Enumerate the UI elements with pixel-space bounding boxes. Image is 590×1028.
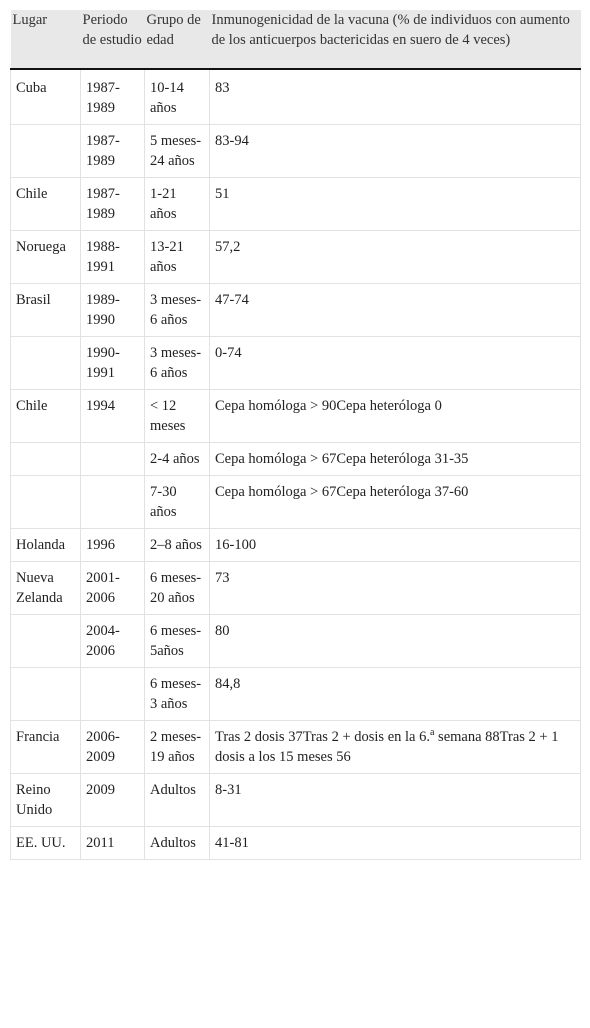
cell-lugar: [11, 443, 81, 476]
cell-periodo: 1987-1989: [81, 178, 145, 231]
cell-grupo: 10-14 años: [145, 69, 210, 125]
cell-grupo: 2 meses-19 años: [145, 721, 210, 774]
table-row: [11, 69, 581, 125]
cell-lugar: [11, 125, 81, 178]
cell-periodo: 1996: [81, 529, 145, 562]
cell-lugar: Cuba: [11, 69, 81, 125]
cell-inmunogenicidad: Cepa homóloga > 67Cepa heteróloga 37-60: [210, 476, 581, 529]
cell-grupo: 6 meses-3 años: [145, 668, 210, 721]
immunogenicity-table: [10, 10, 581, 860]
cell-grupo: 5 meses-24 años: [145, 125, 210, 178]
cell-lugar: EE. UU.: [11, 827, 81, 860]
cell-grupo: < 12 meses: [145, 390, 210, 443]
cell-periodo: 2006-2009: [81, 721, 145, 774]
cell-lugar: Reino Unido: [11, 774, 81, 827]
cell-inmunogenicidad: 80: [210, 615, 581, 668]
cell-grupo: 3 meses-6 años: [145, 284, 210, 337]
cell-inmunogenicidad: Tras 2 dosis 37Tras 2 + dosis en la 6.$^a$ semana 88Tras 2 + 1 dosis a los 15 meses 56: [210, 721, 581, 774]
cell-grupo: Adultos: [145, 774, 210, 827]
header-lugar: Lugar: [11, 10, 81, 69]
cell-inmunogenicidad: 16-100: [210, 529, 581, 562]
cell-periodo: 1988-1991: [81, 231, 145, 284]
cell-periodo: 1987-1989: [81, 69, 145, 125]
cell-periodo: 2004-2006: [81, 615, 145, 668]
table-row: [11, 529, 581, 562]
cell-inmunogenicidad: 83-94: [210, 125, 581, 178]
cell-inmunogenicidad: 47-74: [210, 284, 581, 337]
table-row: [11, 668, 581, 721]
cell-inmunogenicidad: Cepa homóloga > 67Cepa heteróloga 31-35: [210, 443, 581, 476]
cell-inmunogenicidad: Cepa homóloga > 90Cepa heteróloga 0: [210, 390, 581, 443]
cell-lugar: Chile: [11, 178, 81, 231]
cell-inmunogenicidad: 8-31: [210, 774, 581, 827]
cell-lugar: Nueva Zelanda: [11, 562, 81, 615]
table-row: [11, 231, 581, 284]
cell-lugar: Francia: [11, 721, 81, 774]
cell-inmunogenicidad: 51: [210, 178, 581, 231]
cell-inmunogenicidad: 41-81: [210, 827, 581, 860]
table-row: [11, 178, 581, 231]
cell-periodo: [81, 476, 145, 529]
cell-periodo: 2011: [81, 827, 145, 860]
table-row: [11, 721, 581, 774]
cell-lugar: [11, 668, 81, 721]
cell-inmunogenicidad: 83: [210, 69, 581, 125]
table-row: [11, 827, 581, 860]
cell-inmunogenicidad: 73: [210, 562, 581, 615]
table-row: [11, 390, 581, 443]
cell-grupo: Adultos: [145, 827, 210, 860]
header-grupo: Grupo de edad: [145, 10, 210, 69]
table-row: [11, 562, 581, 615]
cell-grupo: 13-21 años: [145, 231, 210, 284]
cell-grupo: 3 meses-6 años: [145, 337, 210, 390]
cell-grupo: 7-30 años: [145, 476, 210, 529]
cell-periodo: 1989-1990: [81, 284, 145, 337]
cell-text-continuation: semana 88Tras 2 + 1 dosis a los 15 meses 56: [215, 729, 559, 765]
cell-periodo: 2001-2006: [81, 562, 145, 615]
cell-periodo: 1987-1989: [81, 125, 145, 178]
table-row: [11, 443, 581, 476]
cell-lugar: Holanda: [11, 529, 81, 562]
cell-grupo: 2-4 años: [145, 443, 210, 476]
table-row: [11, 284, 581, 337]
cell-lugar: [11, 337, 81, 390]
cell-lugar: Noruega: [11, 231, 81, 284]
table-row: [11, 615, 581, 668]
cell-periodo: 2009: [81, 774, 145, 827]
ordinal-superscript: a: [429, 727, 435, 739]
table-row: [11, 337, 581, 390]
header-periodo: Periodo de estudio: [81, 10, 145, 69]
table-row: [11, 774, 581, 827]
cell-lugar: [11, 615, 81, 668]
table-header-row: [11, 10, 581, 69]
cell-grupo: 6 meses-5años: [145, 615, 210, 668]
cell-periodo: [81, 443, 145, 476]
cell-lugar: Chile: [11, 390, 81, 443]
cell-grupo: 6 meses-20 años: [145, 562, 210, 615]
cell-inmunogenicidad: 57,2: [210, 231, 581, 284]
cell-periodo: 1994: [81, 390, 145, 443]
cell-inmunogenicidad: 84,8: [210, 668, 581, 721]
cell-periodo: 1990-1991: [81, 337, 145, 390]
header-inmunogenicidad: Inmunogenicidad de la vacuna (% de individuos con aumento de los anticuerpos bactericidas en suero de 4 veces): [210, 10, 581, 69]
table-row: [11, 476, 581, 529]
table-row: [11, 125, 581, 178]
cell-inmunogenicidad: 0-74: [210, 337, 581, 390]
cell-periodo: [81, 668, 145, 721]
cell-grupo: 2–8 años: [145, 529, 210, 562]
cell-grupo: 1-21 años: [145, 178, 210, 231]
cell-lugar: [11, 476, 81, 529]
cell-lugar: Brasil: [11, 284, 81, 337]
